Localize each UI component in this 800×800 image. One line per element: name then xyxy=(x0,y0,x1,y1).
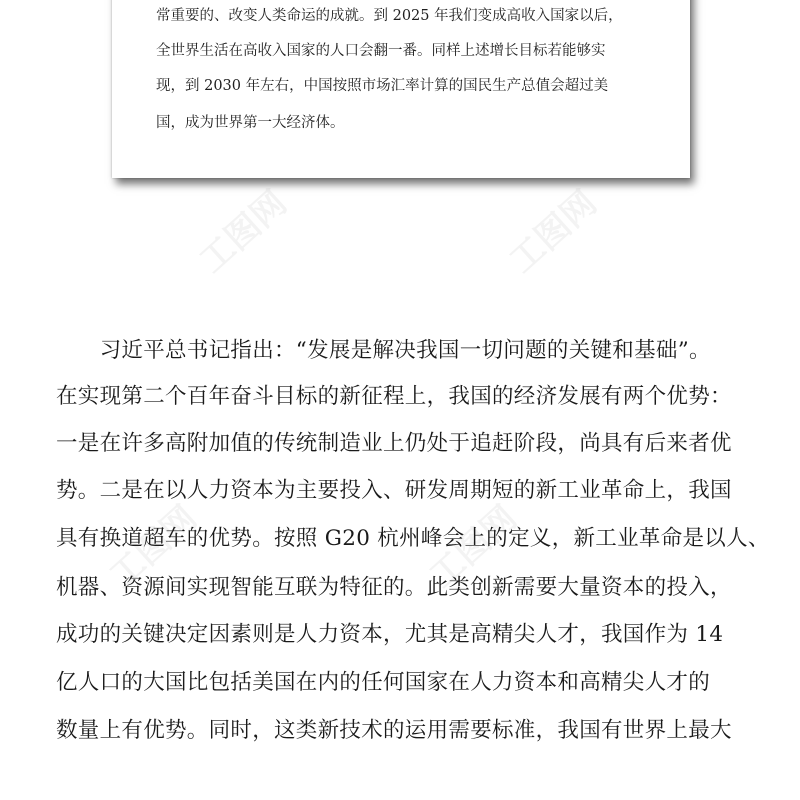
watermark: 工图网 xyxy=(192,183,295,282)
body-text-line: 在实现第二个百年奋斗目标的新征程上，我国的经济发展有两个优势： xyxy=(56,384,732,409)
card-text-line: 常重要的、改变人类命运的成就。到 2025 年我们变成高收入国家以后， xyxy=(156,8,623,24)
body-text-line: 数量上有优势。同时，这类新技术的运用需要标准，我国有世界上最大 xyxy=(56,718,732,743)
card-text-line: 国，成为世界第一大经济体。 xyxy=(156,115,345,131)
watermark: 工图网 xyxy=(502,183,605,282)
body-text-line: 习近平总书记指出：“发展是解决我国一切问题的关键和基础”。 xyxy=(56,338,711,363)
body-text-line: 成功的关键决定因素则是人力资本，尤其是高精尖人才，我国作为 14 xyxy=(56,622,724,647)
body-text-line: 势。二是在以人力资本为主要投入、研发周期短的新工业革命上，我国 xyxy=(56,478,732,503)
card-text-line: 全世界生活在高收入国家的人口会翻一番。同样上述增长目标若能够实 xyxy=(156,43,606,59)
body-text-line: 机器、资源间实现智能互联为特征的。此类创新需要大量资本的投入， xyxy=(56,575,732,600)
body-text-line: 具有换道超车的优势。按照 G20 杭州峰会上的定义，新工业革命是以人、 xyxy=(56,526,770,551)
body-text-line: 亿人口的大国比包括美国在内的任何国家在人力资本和高精尖人才的 xyxy=(56,670,711,695)
watermark: 工图网 xyxy=(422,498,525,597)
watermark: 工图网 xyxy=(102,498,205,597)
card-text-line: 现，到 2030 年左右，中国按照市场汇率计算的国民生产总值会超过美 xyxy=(156,78,609,94)
body-text-line: 一是在许多高附加值的传统制造业上仍处于追赶阶段，尚具有后来者优 xyxy=(56,431,732,456)
